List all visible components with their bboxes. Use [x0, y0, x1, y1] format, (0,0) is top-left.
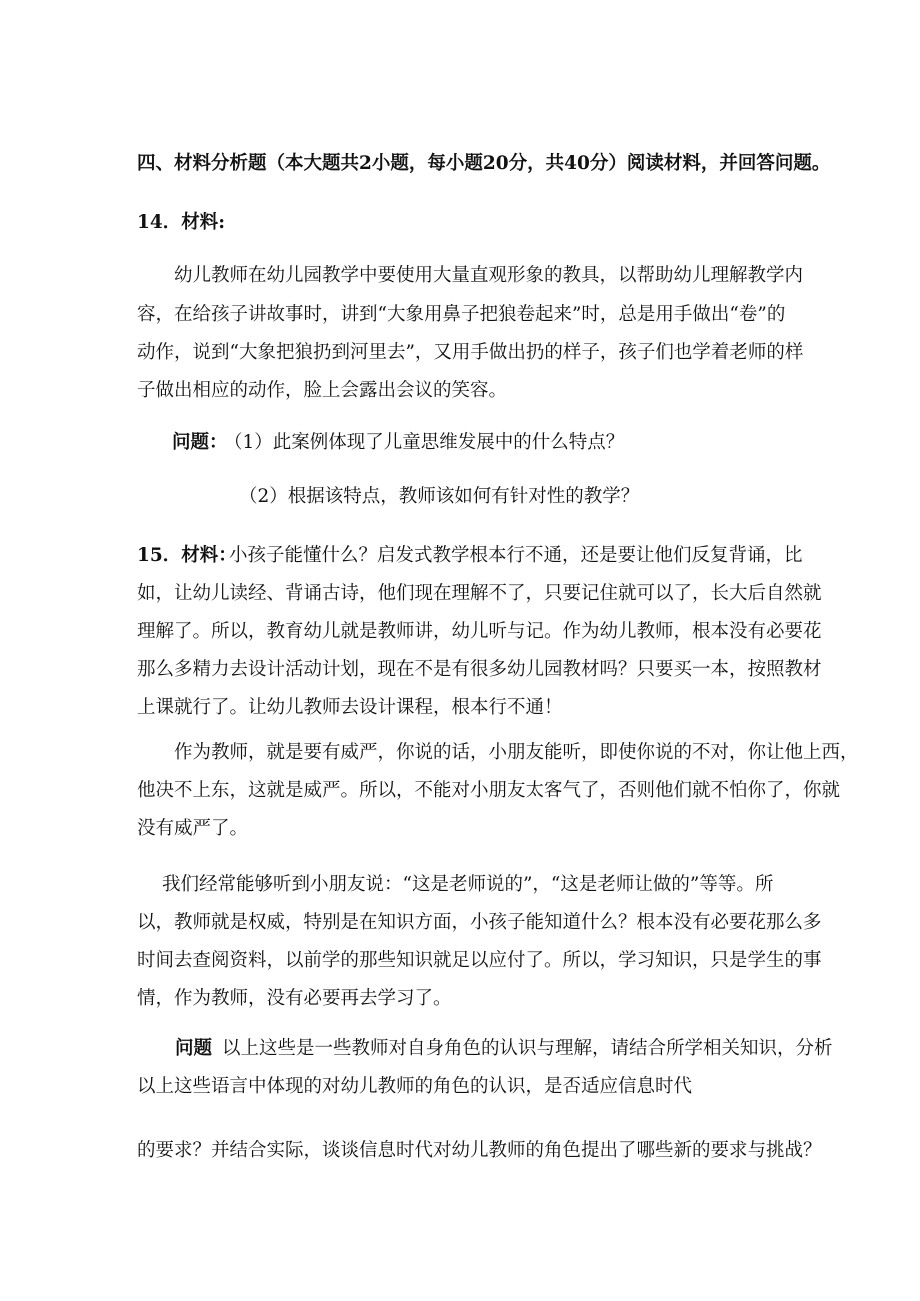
q14-para-line: 子做出相应的动作，脸上会露出会议的笑容。 — [137, 380, 508, 401]
q15-para2-line: 作为教师，就是要有威严，你说的话，小朋友能听，即使你说的不对，你让他上西， — [174, 742, 859, 763]
q14-question-2: （2）根据该特点，教师该如何有针对性的教学？ — [239, 486, 640, 507]
q15-question-label: 问题 — [175, 1038, 213, 1059]
q15-para3-line: 时间去查阅资料，以前学的那些知识就足以应付了。所以，学习知识，只是学生的事 — [137, 950, 822, 971]
q15-para2-line: 没有威严了。 — [137, 818, 249, 839]
q15-para1-line: 上课就行了。让幼儿教师去设计课程，根本行不通！ — [137, 697, 563, 718]
q15-question-line: 以上这些是一些教师对自身角色的认识与理解，请结合所学相关知识，分析 — [222, 1038, 833, 1059]
q15-para3-line: 我们经常能够听到小朋友说：“这是老师说的”，“这是老师让做的”等等。所 — [162, 874, 774, 895]
q14-label: 14．材料: — [137, 212, 226, 233]
q15-para3-line: 以，教师就是权威，特别是在知识方面，小孩子能知道什么？根本没有必要花那么多 — [137, 912, 822, 933]
q15-para1-line: 如，让幼儿读经、背诵古诗，他们现在理解不了，只要记住就可以了，长大后自然就 — [137, 583, 822, 604]
q15-para1-line: 那么多精力去设计活动计划，现在不是有很多幼儿园教材吗？只要买一本，按照教材 — [137, 659, 822, 680]
section-heading: 四、材料分析题（本大题共2小题，每小题20分，共40分）阅读材料，并回答问题。 — [137, 153, 831, 174]
q14-para-line: 幼儿教师在幼儿园教学中要使用大量直观形象的教具，以帮助幼儿理解教学内 — [174, 265, 804, 286]
q14-para-line: 动作，说到“大象把狼扔到河里去”，又用手做出扔的样子，孩子们也学着老师的样 — [137, 342, 804, 363]
q15-question-line: 以上这些语言中体现的对幼儿教师的角色的认识，是否适应信息时代 — [137, 1076, 693, 1097]
q15-para2-line: 他决不上东，这就是威严。所以，不能对小朋友太客气了，否则他们就不怕你了，你就 — [137, 780, 841, 801]
q14-question-label: 问题： — [172, 432, 228, 453]
q14-para-line: 容，在给孩子讲故事时，讲到“大象用鼻子把狼卷起来”时，总是用手做出“卷”的 — [137, 304, 786, 325]
q15-para1-line: 理解了。所以，教育幼儿就是教师讲，幼儿听与记。作为幼儿教师，根本没有必要花 — [137, 621, 822, 642]
q15-para1-line: 小孩子能懂什么？启发式教学根本行不通，还是要让他们反复背诵，比 — [229, 545, 803, 566]
q15-label: 15．材料： — [137, 545, 237, 566]
q15-para3-line: 情，作为教师，没有必要再去学习了。 — [137, 988, 452, 1009]
q14-question-1: （1）此案例体现了儿童思维发展中的什么特点？ — [224, 432, 625, 453]
q15-question-line: 的要求？并结合实际，谈谈信息时代对幼儿教师的角色提出了哪些新的要求与挑战？ — [137, 1140, 822, 1161]
